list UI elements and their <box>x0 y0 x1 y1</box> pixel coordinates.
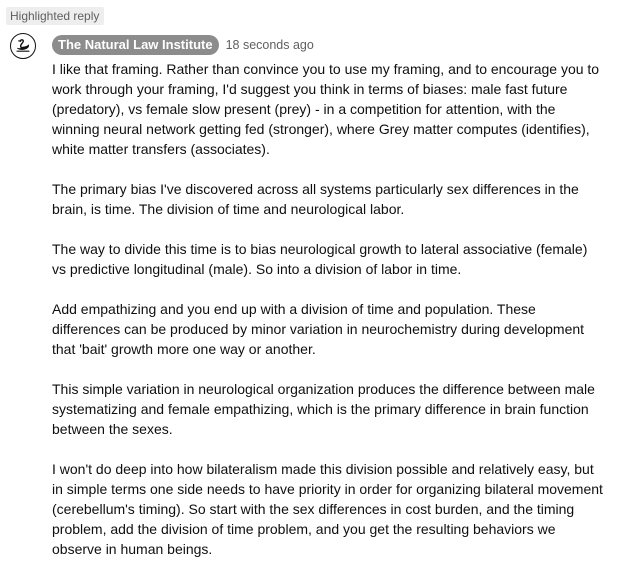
highlighted-reply-badge: Highlighted reply <box>6 7 104 25</box>
comment-text-line: problem, add the division of time problem, and you get the resulting behaviors we <box>52 521 556 537</box>
comment-timestamp[interactable]: 18 seconds ago <box>225 38 314 52</box>
author-name-chip[interactable]: The Natural Law Institute <box>52 35 219 55</box>
comment-text-line: winning neural network getting fed (stronger), where Grey matter computes (identifies), <box>52 121 590 137</box>
comment-paragraph <box>52 459 632 559</box>
comment-text-line: work through your framing, I'd suggest you think in terms of biases: male fast future <box>52 81 568 97</box>
comment-text-line: This simple variation in neurological organization produces the difference between male <box>52 381 595 397</box>
comment-text-line: The primary bias I've discovered across all systems particularly sex differences in the <box>52 181 579 197</box>
comment-text-line: I won't do deep into how bilateralism made this division possible and relatively easy, but <box>52 461 594 477</box>
comment-text-line: The way to divide this time is to bias neurological growth to lateral associative (female) <box>52 241 588 257</box>
comment-text-line: that 'bait' growth more one way or another. <box>52 341 316 357</box>
comment-header <box>52 34 314 56</box>
comment-paragraph <box>52 379 632 439</box>
comment-text-line: (cerebellum's timing). So start with the sex differences in cost burden, and the timing <box>52 501 575 517</box>
comment-paragraph <box>52 299 632 359</box>
comment-paragraph <box>52 179 632 219</box>
comment-text-line: (predatory), vs female slow present (prey) - in a competition for attention, with the <box>52 101 556 117</box>
comment-text-line: in simple terms one side needs to have priority in order for organizing bilateral movement <box>52 481 603 497</box>
swan-logo-icon <box>14 37 32 55</box>
comment-text-line: brain, is time. The division of time and neurological labor. <box>52 201 405 217</box>
comment-paragraph <box>52 59 632 159</box>
comment-text-line: observe in human beings. <box>52 541 213 557</box>
avatar[interactable] <box>10 33 36 59</box>
comment-text-line: Add empathizing and you end up with a division of time and population. These <box>52 301 536 317</box>
comment-text-line: between the sexes. <box>52 421 173 437</box>
comment-text-line: vs predictive longitudinal (male). So into a division of labor in time. <box>52 261 462 277</box>
comment-text-line: white matter transfers (associates). <box>52 141 270 157</box>
comment-body <box>52 59 632 559</box>
comment-paragraph <box>52 239 632 279</box>
comment-text-line: differences can be produced by minor variation in neurochemistry during development <box>52 321 585 337</box>
comment-text-line: systematizing and female empathizing, which is the primary difference in brain function <box>52 401 589 417</box>
comment-text-line: I like that framing. Rather than convince you to use my framing, and to encourage you to <box>52 61 600 77</box>
